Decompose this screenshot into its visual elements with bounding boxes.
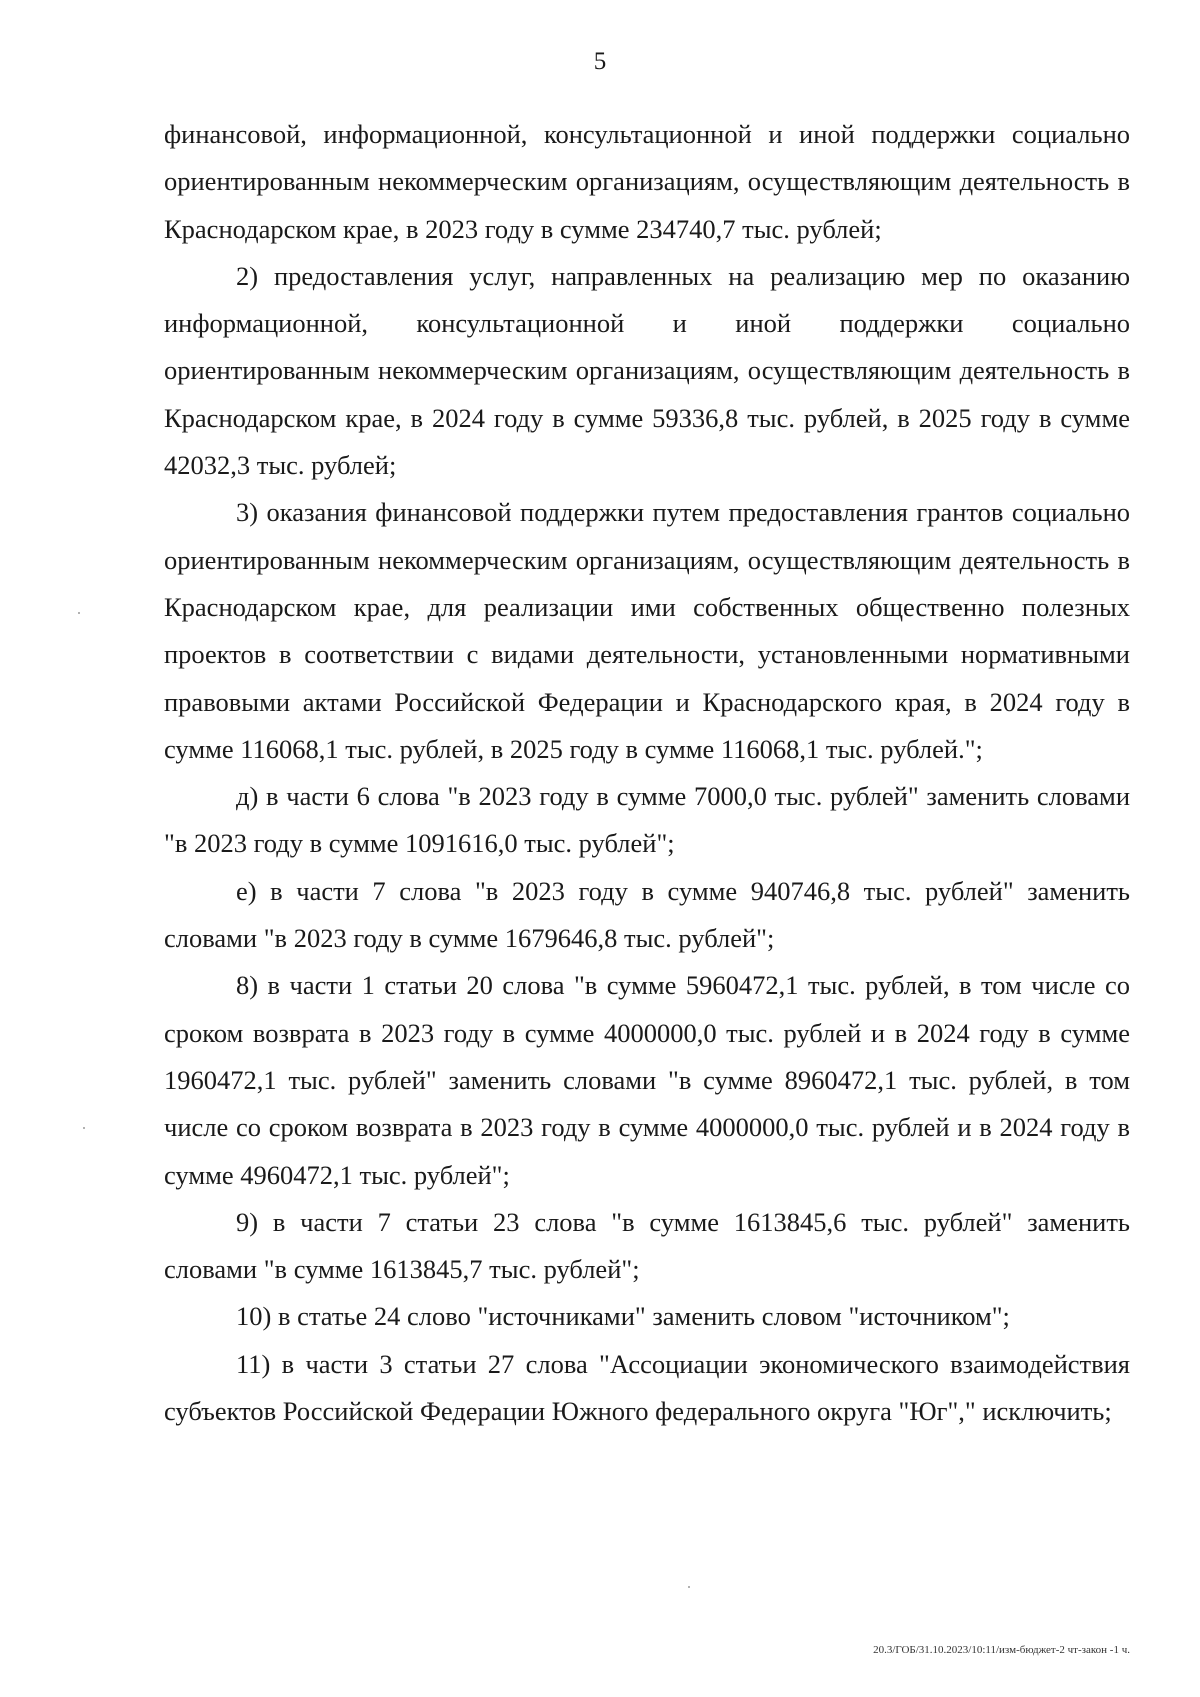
paragraph-item-2: 2) предоставления услуг, направленных на реализацию мер по оказанию информационной, консультационной и иной поддержки социально ориентированным некоммерческим организациям, осуществляющим деятельность в Краснодарском крае, в 2024 году в сумме 59336,8 тыс. рублей, в 2025 году в сумме 42032,3 тыс. рублей; (164, 260, 1130, 481)
paragraph-item-11: 11) в части 3 статьи 27 слова "Ассоциации экономического взаимодействия субъектов Российской Федерации Южного федерального округа "Юг"," исключить; (164, 1348, 1130, 1427)
paragraph-item-e: е) в части 7 слова "в 2023 году в сумме 940746,8 тыс. рублей" заменить словами "в 2023 году в сумме 1679646,8 тыс. рублей"; (164, 875, 1130, 954)
paragraph-item-10: 10) в статье 24 слово "источниками" заменить словом "источником"; (236, 1301, 1010, 1332)
scan-speck (688, 1586, 690, 1588)
paragraph-item-8: 8) в части 1 статьи 20 слова "в сумме 5960472,1 тыс. рублей, в том числе со сроком возврата в 2023 году в сумме 4000000,0 тыс. рублей и в 2024 году в сумме 1960472,1 тыс. рублей" заменить словами "в сумме 8960472,1 тыс. рублей, в том числе со сроком возврата в 2023 году в сумме 4000000,0 тыс. рублей и в 2024 году в сумме 4960472,1 тыс. рублей"; (164, 970, 1130, 1190)
paragraph-item-d: д) в части 6 слова "в 2023 году в сумме 7000,0 тыс. рублей" заменить словами "в 2023 году в сумме 1091616,0 тыс. рублей"; (164, 781, 1130, 859)
footer-document-code: 20.3/ГОБ/31.10.2023/10:11/изм-бюджет-2 чт-закон -1 ч. (873, 1644, 1130, 1656)
scan-speck (78, 612, 80, 614)
document-body (164, 111, 1130, 1435)
paragraph-item-3: 3) оказания финансовой поддержки путем предоставления грантов социально ориентированным некоммерческим организациям, осуществляющим деятельность в Краснодарском крае, для реализации ими собственных общественно полезных проектов в соответствии с видами деятельности, установленными нормативными правовыми актами Российской Федерации и Краснодарского края, в 2024 году в сумме 116068,1 тыс. рублей, в 2025 году в сумме 116068,1 тыс. рублей."; (164, 497, 1130, 764)
paragraph-continuation: финансовой, информационной, консультационной и иной поддержки социально ориентированным некоммерческим организациям, осуществляющим деятельность в Краснодарском крае, в 2023 году в сумме 234740,7 тыс. рублей; (164, 119, 1130, 244)
page-number: 5 (593, 48, 607, 75)
paragraph-item-9: 9) в части 7 статьи 23 слова "в сумме 1613845,6 тыс. рублей" заменить словами "в сумме 1613845,7 тыс. рублей"; (164, 1206, 1130, 1285)
scan-speck (83, 1127, 85, 1129)
